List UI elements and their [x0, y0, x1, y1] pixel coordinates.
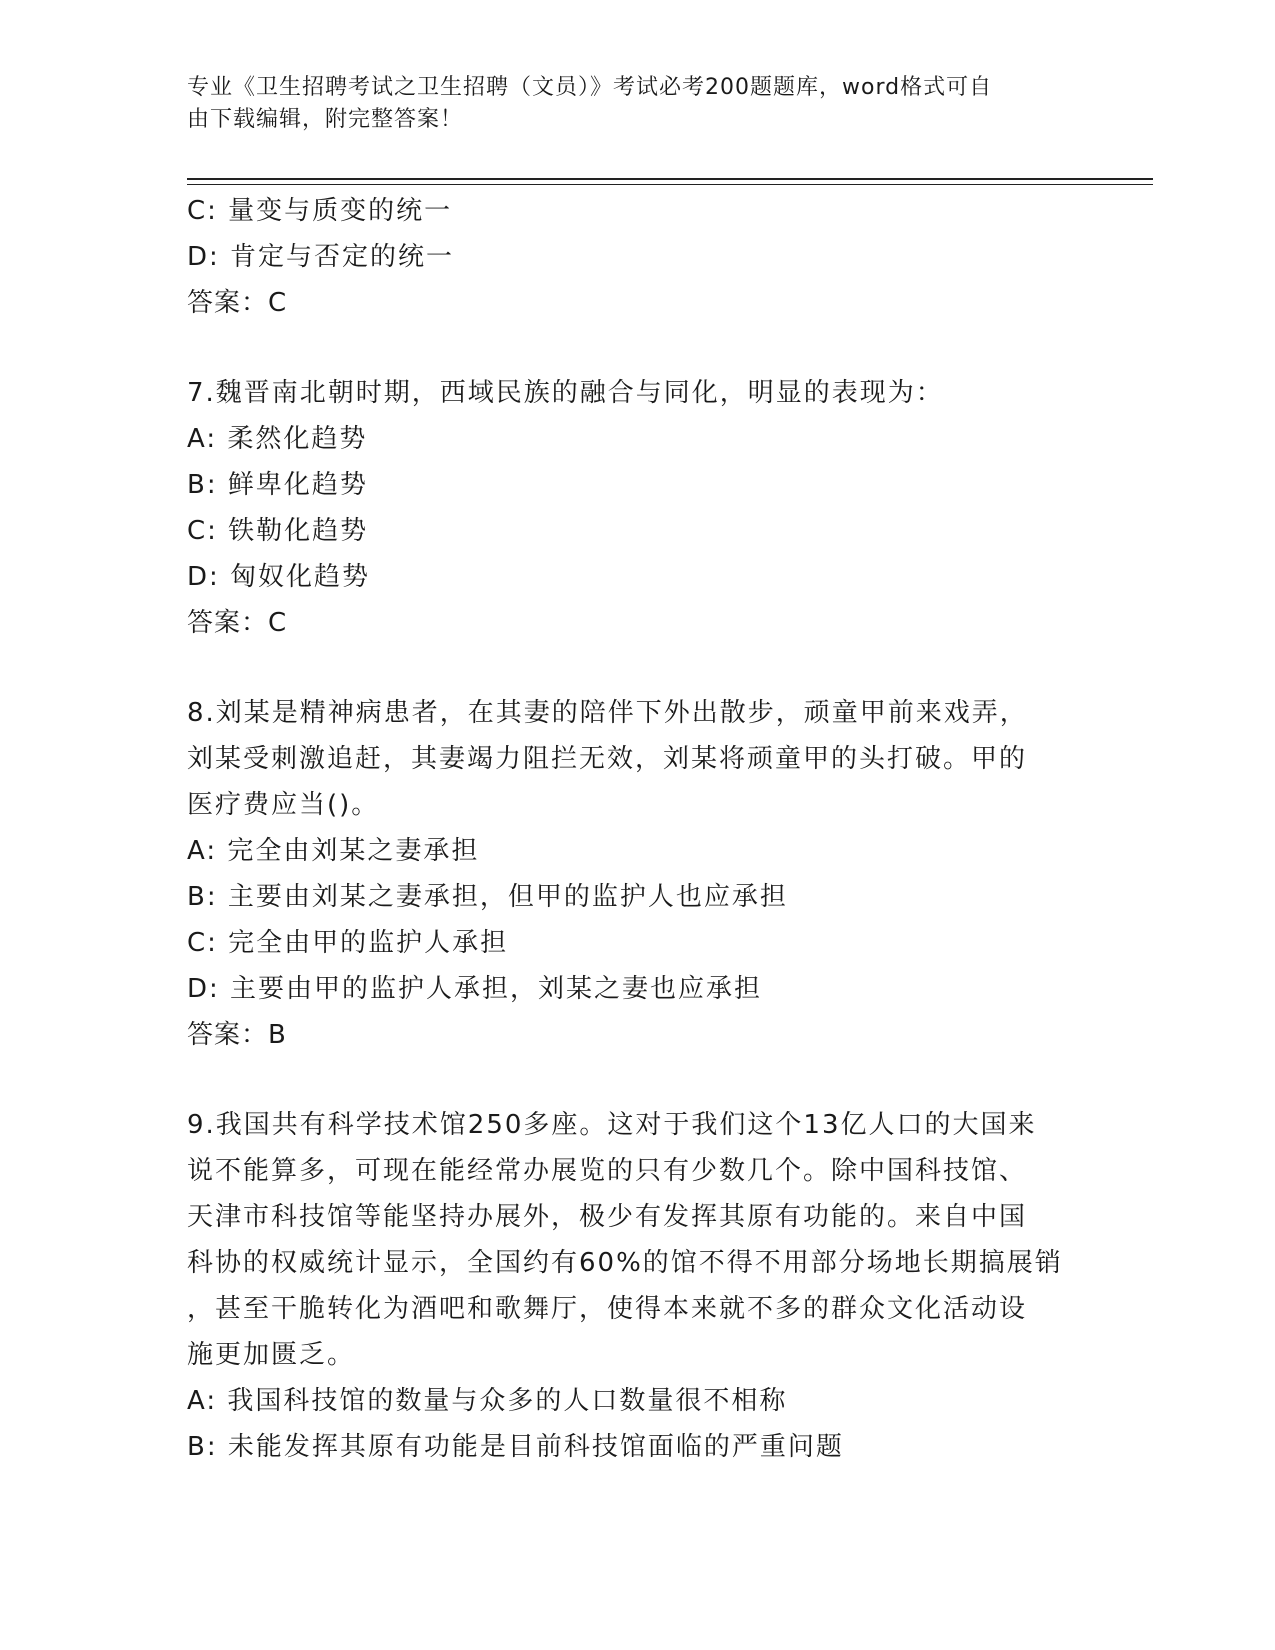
spacer — [187, 326, 1087, 370]
question-stem-line: 施更加匮乏。 — [187, 1340, 356, 1370]
header-divider-thin — [187, 184, 1153, 185]
question-stem-line: 刘某受刺激追赶，其妻竭力阻拦无效，刘某将顽童甲的头打破。甲的 — [187, 744, 1028, 774]
question-8 — [187, 690, 1087, 1058]
question-7 — [187, 370, 1087, 646]
answer-line: 答案：C — [187, 288, 288, 318]
question-stem-line: 天津市科技馆等能坚持办展外，极少有发挥其原有功能的。来自中国 — [187, 1202, 1028, 1232]
option-b: B: 未能发挥其原有功能是目前科技馆面临的严重问题 — [187, 1432, 844, 1462]
question-stem: 7.魏晋南北朝时期，西域民族的融合与同化，明显的表现为： — [187, 378, 944, 408]
question-stem-line: 说不能算多，可现在能经常办展览的只有少数几个。除中国科技馆、 — [187, 1156, 1028, 1186]
question-stem-line: 医疗费应当()。 — [187, 790, 380, 820]
answer-line: 答案：C — [187, 608, 288, 638]
question-stem-line: 科协的权威统计显示，全国约有60%的馆不得不用部分场地长期搞展销 — [187, 1248, 1063, 1278]
option-b: B: 鲜卑化趋势 — [187, 470, 368, 500]
question-stem-line: 9.我国共有科学技术馆250多座。这对于我们这个13亿人口的大国来 — [187, 1110, 1037, 1140]
spacer — [187, 646, 1087, 690]
option-a: A: 完全由刘某之妻承担 — [187, 836, 480, 866]
option-c: C: 量变与质变的统一 — [187, 196, 453, 226]
header-line-2: 由下载编辑，附完整答案！ — [187, 107, 464, 132]
question-stem-line: ，甚至干脆转化为酒吧和歌舞厅，使得本来就不多的群众文化活动设 — [187, 1294, 1028, 1324]
header-line-1: 专业《卫生招聘考试之卫生招聘（文员）》考试必考200题题库，word格式可自 — [187, 75, 993, 100]
document-header — [187, 72, 1067, 136]
option-d: D: 匈奴化趋势 — [187, 562, 371, 592]
header-divider-thick — [187, 178, 1153, 180]
question-9 — [187, 1102, 1087, 1470]
spacer — [187, 1058, 1087, 1102]
question-6 — [187, 188, 1087, 326]
option-d: D: 肯定与否定的统一 — [187, 242, 455, 272]
option-c: C: 完全由甲的监护人承担 — [187, 928, 509, 958]
option-a: A: 柔然化趋势 — [187, 424, 368, 454]
option-b: B: 主要由刘某之妻承担，但甲的监护人也应承担 — [187, 882, 788, 912]
option-d: D: 主要由甲的监护人承担，刘某之妻也应承担 — [187, 974, 763, 1004]
question-stem-line: 8.刘某是精神病患者，在其妻的陪伴下外出散步，顽童甲前来戏弄， — [187, 698, 1028, 728]
option-c: C: 铁勒化趋势 — [187, 516, 369, 546]
question-list — [187, 188, 1087, 1470]
option-a: A: 我国科技馆的数量与众多的人口数量很不相称 — [187, 1386, 788, 1416]
answer-line: 答案：B — [187, 1020, 287, 1050]
